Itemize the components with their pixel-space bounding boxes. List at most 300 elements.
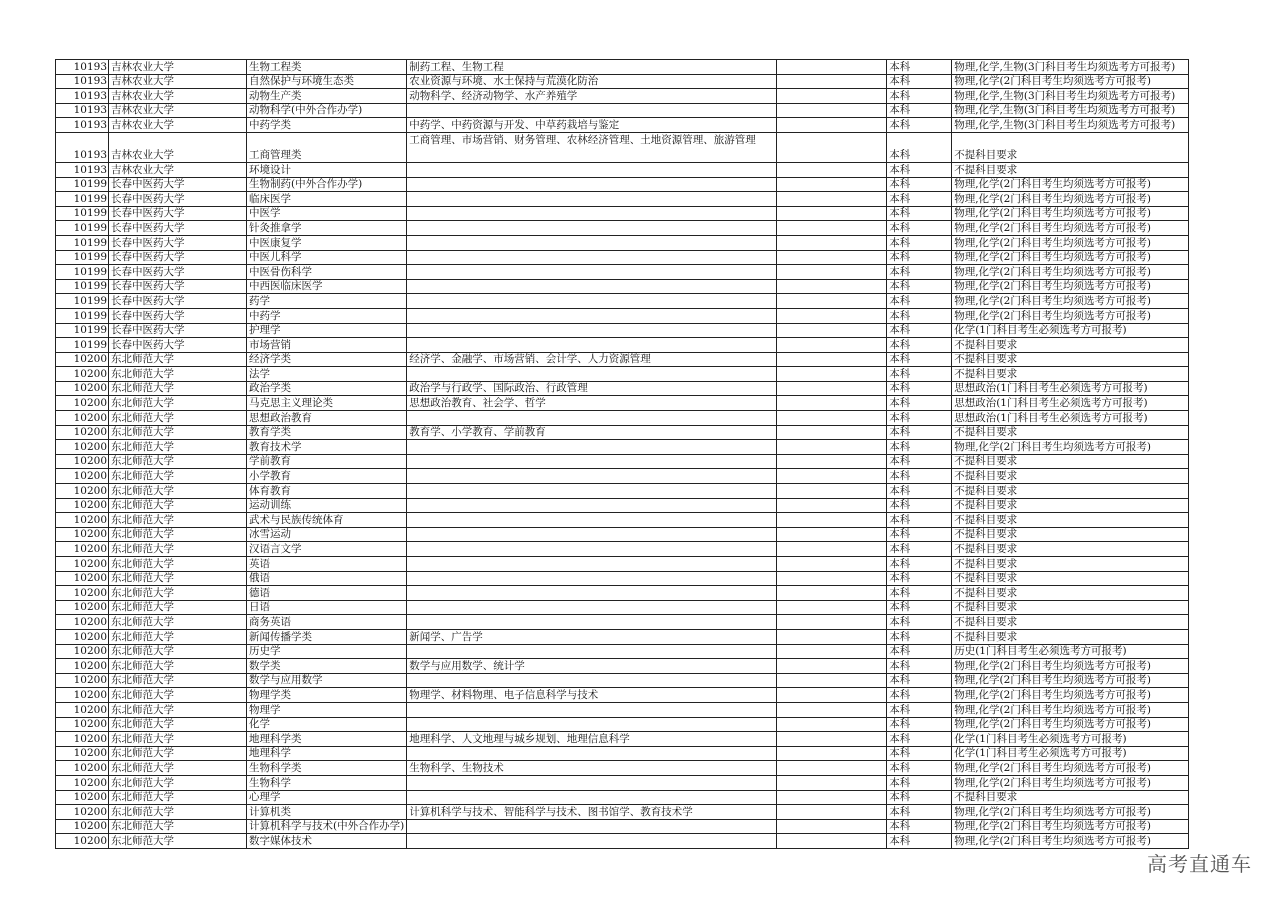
- subject-requirement-cell: 物理,化学(2门科目考生均须选考方可报考): [952, 834, 1189, 849]
- level-cell: 本科: [887, 702, 952, 717]
- school-code-cell: 10200: [56, 513, 109, 528]
- school-name-cell: 东北师范大学: [109, 761, 247, 776]
- major-name-cell: 新闻传播学类: [247, 629, 407, 644]
- note-cell: [777, 805, 887, 820]
- included-majors-cell: [407, 367, 777, 382]
- included-majors-cell: [407, 746, 777, 761]
- level-cell: 本科: [887, 396, 952, 411]
- school-name-cell: 东北师范大学: [109, 790, 247, 805]
- level-cell: 本科: [887, 775, 952, 790]
- included-majors-cell: [407, 513, 777, 528]
- school-code-cell: 10200: [56, 644, 109, 659]
- major-name-cell: 心理学: [247, 790, 407, 805]
- table-row: [56, 586, 1189, 601]
- school-name-cell: 东北师范大学: [109, 805, 247, 820]
- included-majors-cell: 农业资源与环境、水土保持与荒漠化防治: [407, 74, 777, 89]
- note-cell: [777, 74, 887, 89]
- subject-requirement-cell: 不提科目要求: [952, 600, 1189, 615]
- subject-requirement-cell: 不提科目要求: [952, 629, 1189, 644]
- school-code-cell: 10193: [56, 118, 109, 133]
- major-name-cell: 学前教育: [247, 454, 407, 469]
- note-cell: [777, 308, 887, 323]
- school-name-cell: 东北师范大学: [109, 644, 247, 659]
- school-name-cell: 东北师范大学: [109, 557, 247, 572]
- level-cell: 本科: [887, 746, 952, 761]
- included-majors-cell: [407, 586, 777, 601]
- school-name-cell: 东北师范大学: [109, 629, 247, 644]
- major-name-cell: 教育技术学: [247, 440, 407, 455]
- school-code-cell: 10200: [56, 673, 109, 688]
- included-majors-cell: [407, 615, 777, 630]
- subject-requirement-cell: 思想政治(1门科目考生必须选考方可报考): [952, 411, 1189, 426]
- note-cell: [777, 717, 887, 732]
- subject-requirement-cell: 不提科目要求: [952, 162, 1189, 177]
- subject-requirement-cell: 物理,化学(2门科目考生均须选考方可报考): [952, 702, 1189, 717]
- note-cell: [777, 60, 887, 75]
- table-row: [56, 89, 1189, 104]
- level-cell: 本科: [887, 469, 952, 484]
- included-majors-cell: [407, 235, 777, 250]
- included-majors-cell: [407, 221, 777, 236]
- level-cell: 本科: [887, 600, 952, 615]
- major-name-cell: 数字媒体技术: [247, 834, 407, 849]
- school-name-cell: 长春中医药大学: [109, 250, 247, 265]
- school-name-cell: 东北师范大学: [109, 367, 247, 382]
- school-name-cell: 吉林农业大学: [109, 162, 247, 177]
- subject-requirement-cell: 物理,化学(2门科目考生均须选考方可报考): [952, 250, 1189, 265]
- subject-requirement-cell: 物理,化学(2门科目考生均须选考方可报考): [952, 805, 1189, 820]
- table-row: [56, 338, 1189, 353]
- school-name-cell: 长春中医药大学: [109, 265, 247, 280]
- level-cell: 本科: [887, 440, 952, 455]
- note-cell: [777, 352, 887, 367]
- subject-requirement-cell: 不提科目要求: [952, 557, 1189, 572]
- included-majors-cell: [407, 542, 777, 557]
- included-majors-cell: [407, 411, 777, 426]
- included-majors-cell: [407, 308, 777, 323]
- major-name-cell: 生物制药(中外合作办学): [247, 177, 407, 192]
- major-name-cell: 数学与应用数学: [247, 673, 407, 688]
- table-row: [56, 644, 1189, 659]
- table-row: [56, 469, 1189, 484]
- included-majors-cell: [407, 206, 777, 221]
- note-cell: [777, 484, 887, 499]
- level-cell: 本科: [887, 790, 952, 805]
- school-code-cell: 10200: [56, 717, 109, 732]
- major-name-cell: 武术与民族传统体育: [247, 513, 407, 528]
- school-code-cell: 10200: [56, 542, 109, 557]
- subject-requirement-cell: 不提科目要求: [952, 132, 1189, 162]
- school-name-cell: 东北师范大学: [109, 440, 247, 455]
- note-cell: [777, 659, 887, 674]
- included-majors-cell: 数学与应用数学、统计学: [407, 659, 777, 674]
- note-cell: [777, 600, 887, 615]
- school-name-cell: 东北师范大学: [109, 673, 247, 688]
- subject-requirement-cell: 物理,化学(2门科目考生均须选考方可报考): [952, 235, 1189, 250]
- school-name-cell: 长春中医药大学: [109, 279, 247, 294]
- level-cell: 本科: [887, 629, 952, 644]
- school-name-cell: 东北师范大学: [109, 746, 247, 761]
- note-cell: [777, 338, 887, 353]
- level-cell: 本科: [887, 542, 952, 557]
- note-cell: [777, 834, 887, 849]
- school-code-cell: 10199: [56, 192, 109, 207]
- level-cell: 本科: [887, 732, 952, 747]
- table-row: [56, 279, 1189, 294]
- included-majors-cell: [407, 250, 777, 265]
- major-name-cell: 中药学: [247, 308, 407, 323]
- included-majors-cell: [407, 717, 777, 732]
- major-name-cell: 计算机科学与技术(中外合作办学): [247, 819, 407, 834]
- school-code-cell: 10199: [56, 265, 109, 280]
- major-name-cell: 法学: [247, 367, 407, 382]
- school-name-cell: 东北师范大学: [109, 571, 247, 586]
- included-majors-cell: [407, 484, 777, 499]
- level-cell: 本科: [887, 265, 952, 280]
- note-cell: [777, 425, 887, 440]
- subject-requirement-cell: 物理,化学(2门科目考生均须选考方可报考): [952, 688, 1189, 703]
- school-name-cell: 长春中医药大学: [109, 323, 247, 338]
- level-cell: 本科: [887, 177, 952, 192]
- table-row: [56, 454, 1189, 469]
- table-row: [56, 527, 1189, 542]
- note-cell: [777, 396, 887, 411]
- school-code-cell: 10200: [56, 381, 109, 396]
- note-cell: [777, 367, 887, 382]
- subject-requirement-cell: 物理,化学(2门科目考生均须选考方可报考): [952, 177, 1189, 192]
- note-cell: [777, 819, 887, 834]
- subject-requirement-cell: 不提科目要求: [952, 484, 1189, 499]
- note-cell: [777, 761, 887, 776]
- note-cell: [777, 746, 887, 761]
- level-cell: 本科: [887, 192, 952, 207]
- school-code-cell: 10200: [56, 688, 109, 703]
- level-cell: 本科: [887, 279, 952, 294]
- subject-requirement-cell: 不提科目要求: [952, 586, 1189, 601]
- major-name-cell: 小学教育: [247, 469, 407, 484]
- school-name-cell: 东北师范大学: [109, 586, 247, 601]
- major-name-cell: 生物科学类: [247, 761, 407, 776]
- included-majors-cell: [407, 600, 777, 615]
- included-majors-cell: [407, 177, 777, 192]
- subject-requirement-cell: 物理,化学(2门科目考生均须选考方可报考): [952, 192, 1189, 207]
- school-code-cell: 10199: [56, 250, 109, 265]
- note-cell: [777, 688, 887, 703]
- note-cell: [777, 644, 887, 659]
- subject-requirements-table: [55, 59, 1189, 849]
- subject-requirement-cell: 不提科目要求: [952, 454, 1189, 469]
- table-row: [56, 192, 1189, 207]
- note-cell: [777, 250, 887, 265]
- note-cell: [777, 381, 887, 396]
- major-name-cell: 经济学类: [247, 352, 407, 367]
- note-cell: [777, 557, 887, 572]
- table-row: [56, 600, 1189, 615]
- subject-requirement-cell: 物理,化学(2门科目考生均须选考方可报考): [952, 308, 1189, 323]
- subject-requirement-cell: 物理,化学(2门科目考生均须选考方可报考): [952, 717, 1189, 732]
- school-name-cell: 长春中医药大学: [109, 294, 247, 309]
- included-majors-cell: [407, 834, 777, 849]
- table-row: [56, 498, 1189, 513]
- major-name-cell: 中医骨伤科学: [247, 265, 407, 280]
- subject-requirement-cell: 物理,化学(2门科目考生均须选考方可报考): [952, 775, 1189, 790]
- table-row: [56, 761, 1189, 776]
- level-cell: 本科: [887, 659, 952, 674]
- included-majors-cell: [407, 790, 777, 805]
- school-code-cell: 10200: [56, 746, 109, 761]
- major-name-cell: 自然保护与环境生态类: [247, 74, 407, 89]
- level-cell: 本科: [887, 644, 952, 659]
- subject-requirement-cell: 不提科目要求: [952, 527, 1189, 542]
- major-name-cell: 冰雪运动: [247, 527, 407, 542]
- included-majors-cell: [407, 644, 777, 659]
- school-name-cell: 东北师范大学: [109, 542, 247, 557]
- table-row: [56, 732, 1189, 747]
- major-name-cell: 市场营销: [247, 338, 407, 353]
- major-name-cell: 思想政治教育: [247, 411, 407, 426]
- school-name-cell: 东北师范大学: [109, 615, 247, 630]
- table-row: [56, 265, 1189, 280]
- school-name-cell: 吉林农业大学: [109, 118, 247, 133]
- included-majors-cell: [407, 571, 777, 586]
- level-cell: 本科: [887, 294, 952, 309]
- note-cell: [777, 221, 887, 236]
- included-majors-cell: [407, 454, 777, 469]
- level-cell: 本科: [887, 352, 952, 367]
- subject-requirement-cell: 不提科目要求: [952, 615, 1189, 630]
- table-row: [56, 103, 1189, 118]
- school-code-cell: 10200: [56, 396, 109, 411]
- school-code-cell: 10200: [56, 484, 109, 499]
- major-name-cell: 体育教育: [247, 484, 407, 499]
- major-name-cell: 德语: [247, 586, 407, 601]
- level-cell: 本科: [887, 338, 952, 353]
- major-name-cell: 动物科学(中外合作办学): [247, 103, 407, 118]
- school-code-cell: 10199: [56, 294, 109, 309]
- school-name-cell: 东北师范大学: [109, 425, 247, 440]
- school-name-cell: 东北师范大学: [109, 834, 247, 849]
- school-code-cell: 10200: [56, 527, 109, 542]
- school-name-cell: 长春中医药大学: [109, 235, 247, 250]
- subject-requirement-cell: 物理,化学(2门科目考生均须选考方可报考): [952, 673, 1189, 688]
- major-name-cell: 针灸推拿学: [247, 221, 407, 236]
- included-majors-cell: 物理学、材料物理、电子信息科学与技术: [407, 688, 777, 703]
- subject-requirement-cell: 不提科目要求: [952, 513, 1189, 528]
- note-cell: [777, 732, 887, 747]
- note-cell: [777, 790, 887, 805]
- major-name-cell: 物理学类: [247, 688, 407, 703]
- major-name-cell: 俄语: [247, 571, 407, 586]
- level-cell: 本科: [887, 615, 952, 630]
- table-row: [56, 513, 1189, 528]
- included-majors-cell: [407, 162, 777, 177]
- school-code-cell: 10200: [56, 440, 109, 455]
- major-name-cell: 生物科学: [247, 775, 407, 790]
- subject-requirement-cell: 化学(1门科目考生必须选考方可报考): [952, 746, 1189, 761]
- included-majors-cell: 新闻学、广告学: [407, 629, 777, 644]
- school-code-cell: 10193: [56, 162, 109, 177]
- included-majors-cell: [407, 440, 777, 455]
- subject-requirement-cell: 物理,化学(2门科目考生均须选考方可报考): [952, 440, 1189, 455]
- school-name-cell: 长春中医药大学: [109, 308, 247, 323]
- note-cell: [777, 702, 887, 717]
- level-cell: 本科: [887, 367, 952, 382]
- subject-requirement-cell: 物理,化学(2门科目考生均须选考方可报考): [952, 819, 1189, 834]
- table-row: [56, 629, 1189, 644]
- school-name-cell: 东北师范大学: [109, 484, 247, 499]
- major-name-cell: 药学: [247, 294, 407, 309]
- note-cell: [777, 513, 887, 528]
- major-name-cell: 运动训练: [247, 498, 407, 513]
- school-name-cell: 东北师范大学: [109, 469, 247, 484]
- school-code-cell: 10199: [56, 308, 109, 323]
- school-code-cell: 10199: [56, 323, 109, 338]
- note-cell: [777, 586, 887, 601]
- table-row: [56, 221, 1189, 236]
- school-name-cell: 东北师范大学: [109, 396, 247, 411]
- included-majors-cell: [407, 775, 777, 790]
- table-row: [56, 162, 1189, 177]
- subject-requirement-cell: 不提科目要求: [952, 498, 1189, 513]
- school-code-cell: 10200: [56, 469, 109, 484]
- subject-requirement-cell: 不提科目要求: [952, 469, 1189, 484]
- major-name-cell: 地理科学类: [247, 732, 407, 747]
- note-cell: [777, 615, 887, 630]
- table-row: [56, 74, 1189, 89]
- included-majors-cell: [407, 103, 777, 118]
- table-row: [56, 294, 1189, 309]
- note-cell: [777, 235, 887, 250]
- major-name-cell: 教育学类: [247, 425, 407, 440]
- note-cell: [777, 294, 887, 309]
- school-name-cell: 东北师范大学: [109, 513, 247, 528]
- included-majors-cell: [407, 527, 777, 542]
- table-row: [56, 805, 1189, 820]
- table-row: [56, 206, 1189, 221]
- level-cell: 本科: [887, 834, 952, 849]
- table-row: [56, 60, 1189, 75]
- major-name-cell: 中医儿科学: [247, 250, 407, 265]
- school-code-cell: 10199: [56, 177, 109, 192]
- school-name-cell: 长春中医药大学: [109, 177, 247, 192]
- subject-requirement-cell: 物理,化学,生物(3门科目考生均须选考方可报考): [952, 118, 1189, 133]
- school-name-cell: 东北师范大学: [109, 717, 247, 732]
- table-row: [56, 746, 1189, 761]
- school-code-cell: 10199: [56, 338, 109, 353]
- note-cell: [777, 192, 887, 207]
- level-cell: 本科: [887, 308, 952, 323]
- school-code-cell: 10200: [56, 805, 109, 820]
- school-code-cell: 10200: [56, 629, 109, 644]
- note-cell: [777, 454, 887, 469]
- table-row: [56, 352, 1189, 367]
- subject-requirement-cell: 思想政治(1门科目考生必须选考方可报考): [952, 381, 1189, 396]
- school-code-cell: 10193: [56, 89, 109, 104]
- major-name-cell: 日语: [247, 600, 407, 615]
- school-name-cell: 东北师范大学: [109, 775, 247, 790]
- note-cell: [777, 89, 887, 104]
- included-majors-cell: 教育学、小学教育、学前教育: [407, 425, 777, 440]
- subject-requirement-cell: 不提科目要求: [952, 367, 1189, 382]
- subject-requirement-cell: 不提科目要求: [952, 571, 1189, 586]
- level-cell: 本科: [887, 425, 952, 440]
- school-code-cell: 10199: [56, 221, 109, 236]
- table-row: [56, 177, 1189, 192]
- school-name-cell: 长春中医药大学: [109, 206, 247, 221]
- subject-requirement-cell: 物理,化学(2门科目考生均须选考方可报考): [952, 74, 1189, 89]
- note-cell: [777, 498, 887, 513]
- table-row: [56, 790, 1189, 805]
- note-cell: [777, 323, 887, 338]
- school-code-cell: 10200: [56, 761, 109, 776]
- level-cell: 本科: [887, 103, 952, 118]
- school-name-cell: 东北师范大学: [109, 819, 247, 834]
- included-majors-cell: 地理科学、人文地理与城乡规划、地理信息科学: [407, 732, 777, 747]
- table-row: [56, 132, 1189, 162]
- school-code-cell: 10200: [56, 775, 109, 790]
- major-name-cell: 中西医临床医学: [247, 279, 407, 294]
- major-name-cell: 中医学: [247, 206, 407, 221]
- level-cell: 本科: [887, 118, 952, 133]
- school-code-cell: 10200: [56, 732, 109, 747]
- included-majors-cell: 动物科学、经济动物学、水产养殖学: [407, 89, 777, 104]
- level-cell: 本科: [887, 819, 952, 834]
- table-row: [56, 118, 1189, 133]
- school-code-cell: 10200: [56, 615, 109, 630]
- school-code-cell: 10193: [56, 60, 109, 75]
- level-cell: 本科: [887, 527, 952, 542]
- subject-requirement-cell: 物理,化学(2门科目考生均须选考方可报考): [952, 294, 1189, 309]
- subject-requirement-cell: 思想政治(1门科目考生必须选考方可报考): [952, 396, 1189, 411]
- included-majors-cell: [407, 557, 777, 572]
- subject-requirement-cell: 物理,化学(2门科目考生均须选考方可报考): [952, 206, 1189, 221]
- school-name-cell: 长春中医药大学: [109, 221, 247, 236]
- level-cell: 本科: [887, 411, 952, 426]
- school-name-cell: 东北师范大学: [109, 659, 247, 674]
- school-code-cell: 10200: [56, 659, 109, 674]
- school-code-cell: 10200: [56, 454, 109, 469]
- subject-requirement-cell: 物理,化学(2门科目考生均须选考方可报考): [952, 265, 1189, 280]
- level-cell: 本科: [887, 484, 952, 499]
- included-majors-cell: [407, 265, 777, 280]
- school-name-cell: 吉林农业大学: [109, 89, 247, 104]
- subject-requirement-cell: 不提科目要求: [952, 542, 1189, 557]
- level-cell: 本科: [887, 805, 952, 820]
- included-majors-cell: [407, 673, 777, 688]
- school-code-cell: 10200: [56, 367, 109, 382]
- table-row: [56, 323, 1189, 338]
- major-name-cell: 地理科学: [247, 746, 407, 761]
- table-row: [56, 571, 1189, 586]
- table-row: [56, 819, 1189, 834]
- included-majors-cell: [407, 323, 777, 338]
- included-majors-cell: 计算机科学与技术、智能科学与技术、图书馆学、教育技术学: [407, 805, 777, 820]
- subject-requirement-cell: 物理,化学,生物(3门科目考生均须选考方可报考): [952, 60, 1189, 75]
- included-majors-cell: 工商管理、市场营销、财务管理、农林经济管理、土地资源管理、旅游管理: [407, 132, 777, 162]
- note-cell: [777, 132, 887, 162]
- note-cell: [777, 206, 887, 221]
- level-cell: 本科: [887, 162, 952, 177]
- level-cell: 本科: [887, 381, 952, 396]
- major-name-cell: 环境设计: [247, 162, 407, 177]
- subject-requirement-cell: 物理,化学(2门科目考生均须选考方可报考): [952, 279, 1189, 294]
- school-code-cell: 10200: [56, 834, 109, 849]
- school-name-cell: 东北师范大学: [109, 600, 247, 615]
- major-name-cell: 商务英语: [247, 615, 407, 630]
- table-row: [56, 484, 1189, 499]
- school-name-cell: 东北师范大学: [109, 352, 247, 367]
- school-name-cell: 东北师范大学: [109, 702, 247, 717]
